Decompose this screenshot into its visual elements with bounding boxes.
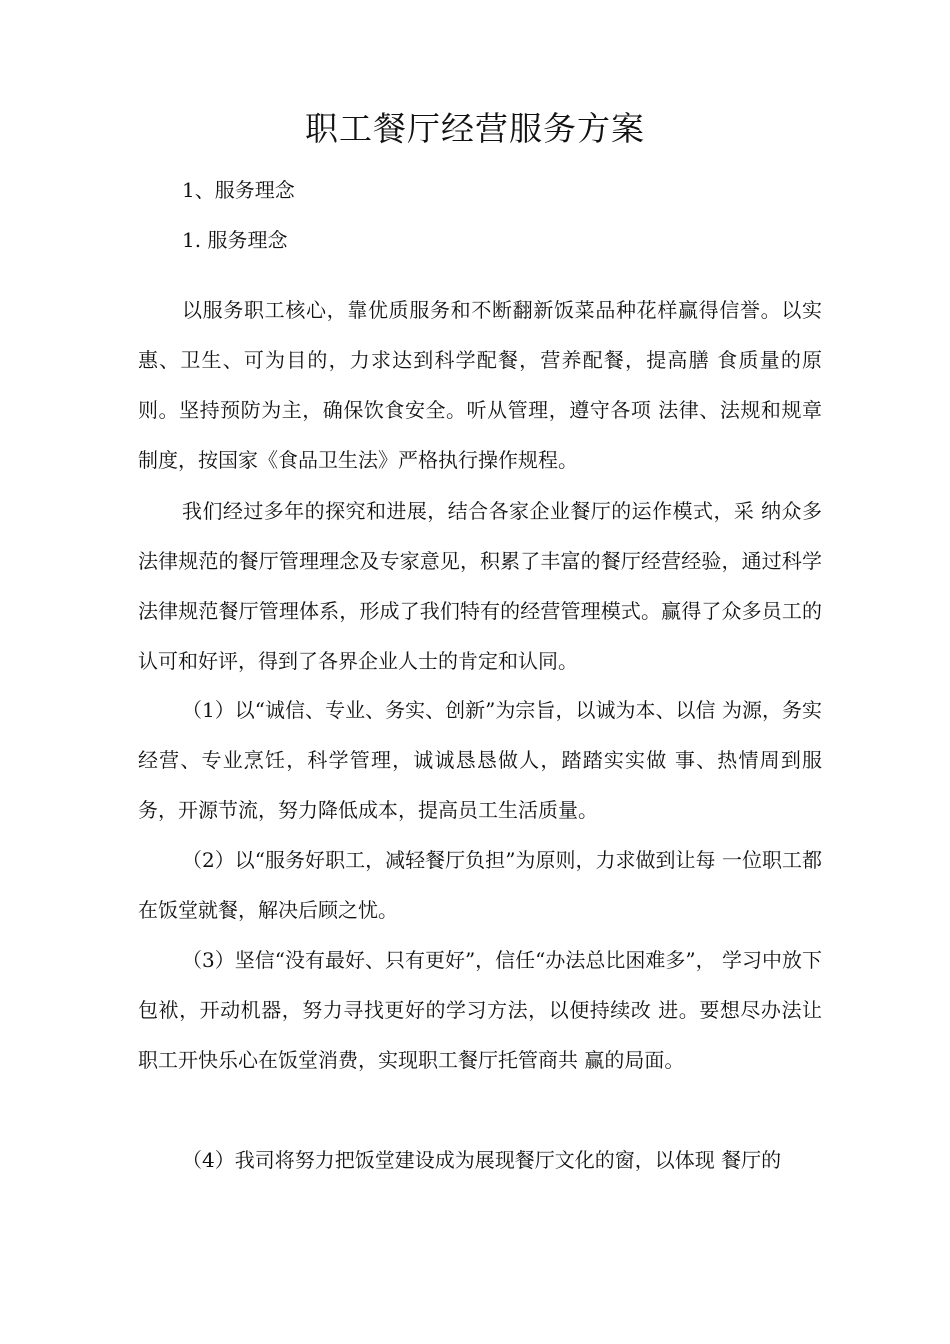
document-title: 职工餐厅经营服务方案 bbox=[305, 109, 645, 148]
paragraph-principle-1: （1）以“诚信、专业、务实、创新”为宗旨，以诚为本、以信 为源，务实经营、专业烹饪，科学管理，诚诚恳恳做人，踏踏实实做 事、热情周到服务，开源节流，努力降低成本，提高员工生活质量。 bbox=[138, 698, 822, 822]
paragraph-principle-4: （4）我司将努力把饭堂建设成为展现餐厅文化的窗，以体现 餐厅的 bbox=[182, 1148, 782, 1172]
section-heading: 1、服务理念 bbox=[182, 178, 295, 202]
paragraph-principle-2: （2）以“服务好职工，减轻餐厅负担”为原则，力求做到让每 一位职工都在饭堂就餐，解决后顾之忧。 bbox=[138, 848, 822, 922]
paragraph-experience: 我们经过多年的探究和进展，结合各家企业餐厅的运作模式，采 纳众多法律规范的餐厅管理理念及专家意见，积累了丰富的餐厅经营经验，通过科学法律规范餐厅管理体系，形成了我们特有的经营管理模式。赢得了众多员工的认可和好评，得到了各界企业人士的肯定和认同。 bbox=[138, 499, 822, 673]
paragraph-principle-3: （3）坚信“没有最好、只有更好”，信任“办法总比困难多”， 学习中放下包袱，开动机器，努力寻找更好的学习方法，以便持续改 进。要想尽办法让职工开快乐心在饭堂消费，实现职工餐厅托管商共 赢的局面。 bbox=[138, 948, 822, 1072]
paragraph-service-core: 以服务职工核心，靠优质服务和不断翻新饭菜品种花样赢得信誉。以实惠、卫生、可为目的，力求达到科学配餐，营养配餐，提高膳 食质量的原则。坚持预防为主，确保饮食安全。听从管理，遵守各项 法律、法规和规章制度，按国家《食品卫生法》严格执行操作规程。 bbox=[138, 298, 822, 472]
subsection-heading: 1. 服务理念 bbox=[182, 228, 288, 252]
